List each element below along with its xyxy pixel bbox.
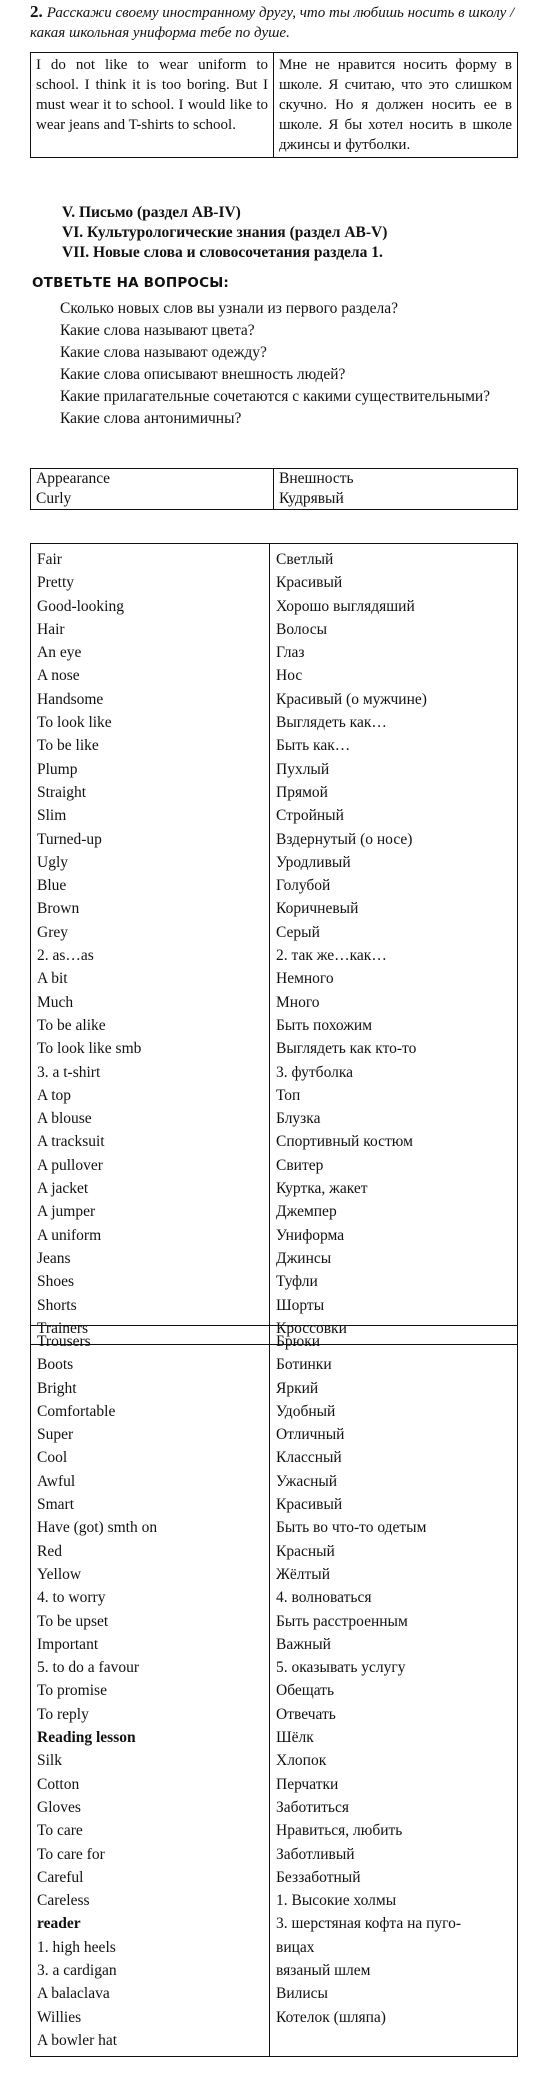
vocab-russian: Волосы (270, 618, 518, 641)
vocab-row (31, 1470, 518, 1493)
vocab-russian: Ботинки (270, 1353, 518, 1376)
vocab-russian: Туфли (270, 1270, 518, 1293)
vocab-russian: Красивый (270, 1493, 518, 1516)
vocab-row (31, 1107, 518, 1130)
section-heading: V. Письмо (раздел AB-IV) (62, 204, 241, 221)
vocab-row (31, 1819, 518, 1842)
vocab-russian: Быть похожим (270, 1014, 518, 1037)
task-text: Расскажи своему иностранному другу, что ты любишь носить в школу / какая школьная униформа тебе по душе. (30, 5, 515, 41)
vocab-row (31, 544, 518, 572)
vocab-english: Trainers (31, 1317, 270, 1345)
vocab-row (31, 967, 518, 990)
vocab-row (31, 1084, 518, 1107)
vocab-russian: Кроссовки (270, 1317, 518, 1345)
vocab-english: 3. a t-shirt (31, 1061, 270, 1084)
vocab-english: Reading lesson (31, 1726, 270, 1749)
vocab-english: A blouse (31, 1107, 270, 1130)
vocab-russian: Голубой (270, 874, 518, 897)
vocab-english: To reply (31, 1703, 270, 1726)
vocab-english: To care (31, 1819, 270, 1842)
vocab-english: A jacket (31, 1177, 270, 1200)
vocab-row (31, 1749, 518, 1772)
vocab-english: reader (31, 1912, 270, 1935)
vocab-row (31, 1866, 518, 1889)
vocab-english: An eye (31, 641, 270, 664)
appearance-table (30, 468, 518, 510)
vocab-row (31, 1130, 518, 1153)
vocab-english: Cool (31, 1446, 270, 1469)
vocab-english: To be alike (31, 1014, 270, 1037)
vocab-english: A uniform (31, 1224, 270, 1247)
vocab-russian: Нравиться, любить (270, 1819, 518, 1842)
vocab-english: Bright (31, 1377, 270, 1400)
vocab-english: Jeans (31, 1247, 270, 1270)
vocab-english: A bowler hat (31, 2029, 270, 2057)
vocab-russian: Униформа (270, 1224, 518, 1247)
vocab-row (31, 1703, 518, 1726)
vocab-row (31, 991, 518, 1014)
vocab-russian: Серый (270, 921, 518, 944)
vocab-english: Careful (31, 1866, 270, 1889)
vocab-russian: Ужасный (270, 1470, 518, 1493)
question: Какие слова антонимичны? (60, 410, 242, 427)
questions-heading: ОТВЕТЬТЕ НА ВОПРОСЫ: (32, 275, 230, 291)
vocab-russian (270, 2029, 518, 2057)
vocab-row (31, 1326, 518, 1354)
vocab-english: 2. as…as (31, 944, 270, 967)
vocab-russian: Важный (270, 1633, 518, 1656)
vocab-russian: Глаз (270, 641, 518, 664)
vocab-russian: Удобный (270, 1400, 518, 1423)
vocab-russian: Кудрявый (274, 489, 518, 510)
vocab-russian: Хлопок (270, 1749, 518, 1772)
vocab-english: Comfortable (31, 1400, 270, 1423)
vocab-russian: Джинсы (270, 1247, 518, 1270)
vocab-russian: Быть во что-то одетым (270, 1516, 518, 1539)
story-russian: Мне не нравится носить форму в школе. Я считаю, что это слишком скучно. Но я должен носить ее в школе. Я бы хотел носить в школе джинсы и футболки. (274, 53, 518, 158)
vocab-english: Brown (31, 897, 270, 920)
vocab-english: To promise (31, 1679, 270, 1702)
vocab-russian: Заботливый (270, 1843, 518, 1866)
vocab-row (31, 618, 518, 641)
vocab-row (31, 1247, 518, 1270)
vocab-row (31, 1177, 518, 1200)
vocab-russian: Вилисы (270, 1982, 518, 2005)
vocab-row (31, 734, 518, 757)
vocab-russian: 1. Высокие холмы (270, 1889, 518, 1912)
vocab-russian: Стройный (270, 804, 518, 827)
question: Какие слова называют одежду? (60, 344, 267, 361)
vocab-english: Boots (31, 1353, 270, 1376)
vocab-row (31, 758, 518, 781)
vocab-russian: Немного (270, 967, 518, 990)
vocab-russian: Уродливый (270, 851, 518, 874)
vocab-row (31, 1493, 518, 1516)
task-instruction (30, 2, 520, 43)
section-heading: VI. Культурологические знания (раздел AB-V) (62, 224, 388, 241)
vocab-english: Ugly (31, 851, 270, 874)
vocab-row (31, 641, 518, 664)
vocabulary-table-1 (30, 543, 518, 1345)
vocab-russian: Вздернутый (о носе) (270, 828, 518, 851)
vocab-english: To care for (31, 1843, 270, 1866)
vocab-english: To be upset (31, 1610, 270, 1633)
vocab-row (31, 571, 518, 594)
vocab-row (31, 1353, 518, 1376)
vocab-row (31, 897, 518, 920)
section-heading: VII. Новые слова и словосочетания раздела 1. (62, 244, 383, 261)
vocab-english: Cotton (31, 1773, 270, 1796)
vocab-english: A bit (31, 967, 270, 990)
vocab-english: Important (31, 1633, 270, 1656)
vocab-russian: Нос (270, 664, 518, 687)
vocab-russian: Выглядеть как… (270, 711, 518, 734)
vocab-russian: Шёлк (270, 1726, 518, 1749)
vocab-russian: Внешность (274, 469, 518, 490)
vocab-row (31, 1400, 518, 1423)
vocab-russian: Блузка (270, 1107, 518, 1130)
vocab-english: Shoes (31, 1270, 270, 1293)
vocab-english: A nose (31, 664, 270, 687)
vocab-row (31, 1014, 518, 1037)
vocab-russian: Шорты (270, 1294, 518, 1317)
vocab-russian: Спортивный костюм (270, 1130, 518, 1153)
vocab-russian: Быть как… (270, 734, 518, 757)
vocab-row (31, 1516, 518, 1539)
vocab-row (31, 1154, 518, 1177)
vocab-russian: 3. футболка (270, 1061, 518, 1084)
vocab-row (31, 944, 518, 967)
vocab-russian: Выглядеть как кто-то (270, 1037, 518, 1060)
vocab-row (31, 1586, 518, 1609)
vocab-row (31, 595, 518, 618)
vocab-russian: Перчатки (270, 1773, 518, 1796)
vocab-row (31, 1224, 518, 1247)
vocab-russian: Обещать (270, 1679, 518, 1702)
vocab-english: A pullover (31, 1154, 270, 1177)
vocab-english: Grey (31, 921, 270, 944)
vocab-russian: 4. волноваться (270, 1586, 518, 1609)
vocab-english: Awful (31, 1470, 270, 1493)
question: Какие слова описывают внешность людей? (60, 366, 346, 383)
vocab-english: Shorts (31, 1294, 270, 1317)
vocab-english: Slim (31, 804, 270, 827)
vocab-row (31, 2029, 518, 2057)
vocab-row (31, 1294, 518, 1317)
vocab-russian: 5. оказывать услугу (270, 1656, 518, 1679)
vocab-row (31, 1936, 518, 1959)
vocab-english: Much (31, 991, 270, 1014)
vocab-russian: Свитер (270, 1154, 518, 1177)
vocab-english: A top (31, 1084, 270, 1107)
vocab-russian: Хорошо выглядяший (270, 595, 518, 618)
vocab-row (31, 1679, 518, 1702)
vocab-russian: 3. шерстяная кофта на пуго- (270, 1912, 518, 1935)
vocab-english: Yellow (31, 1563, 270, 1586)
vocab-russian: Беззаботный (270, 1866, 518, 1889)
section-list (62, 203, 387, 263)
vocab-russian: Яркий (270, 1377, 518, 1400)
vocab-row (31, 1633, 518, 1656)
vocab-row (31, 688, 518, 711)
vocab-english: 3. a cardigan (31, 1959, 270, 1982)
vocab-english: Good-looking (31, 595, 270, 618)
vocab-row (31, 1912, 518, 1935)
vocab-english: Curly (31, 489, 274, 510)
vocab-russian: Котелок (шляпа) (270, 2006, 518, 2029)
vocab-english: Plump (31, 758, 270, 781)
vocab-row (31, 664, 518, 687)
vocab-russian: Светлый (270, 544, 518, 572)
story-english: I do not like to wear uniform to school. I think it is too boring. But I must wear it to school. I would like to wear jeans and T-shirts to school. (31, 53, 274, 158)
vocab-english: Straight (31, 781, 270, 804)
vocab-row (31, 1377, 518, 1400)
vocab-russian: Пухлый (270, 758, 518, 781)
vocab-row (31, 851, 518, 874)
vocab-english: A tracksuit (31, 1130, 270, 1153)
vocab-russian: Отличный (270, 1423, 518, 1446)
vocab-row (31, 781, 518, 804)
vocab-english: To be like (31, 734, 270, 757)
vocab-row (31, 2006, 518, 2029)
vocab-russian: Красивый (о мужчине) (270, 688, 518, 711)
vocab-english: To look like (31, 711, 270, 734)
vocab-english: Turned-up (31, 828, 270, 851)
vocab-english: Willies (31, 2006, 270, 2029)
vocab-english: 4. to worry (31, 1586, 270, 1609)
task-number: 2. (30, 2, 43, 21)
vocab-row (31, 1982, 518, 2005)
vocab-russian: Брюки (270, 1326, 518, 1354)
vocab-english: Appearance (31, 469, 274, 490)
vocab-russian: Красный (270, 1540, 518, 1563)
vocab-english: 5. to do a favour (31, 1656, 270, 1679)
vocab-english: Blue (31, 874, 270, 897)
vocab-row (31, 1889, 518, 1912)
vocab-row (31, 1563, 518, 1586)
vocab-english: Careless (31, 1889, 270, 1912)
vocabulary-table-2 (30, 1325, 518, 2057)
vocab-english: Gloves (31, 1796, 270, 1819)
vocab-russian: Куртка, жакет (270, 1177, 518, 1200)
vocab-row (31, 1610, 518, 1633)
vocab-english: Have (got) smth on (31, 1516, 270, 1539)
vocab-russian: Много (270, 991, 518, 1014)
vocab-english: Hair (31, 618, 270, 641)
vocab-row (31, 1843, 518, 1866)
vocab-row (31, 1270, 518, 1293)
question: Какие прилагательные сочетаются с какими существительными? (60, 388, 491, 405)
vocab-english: Handsome (31, 688, 270, 711)
vocab-russian: Быть расстроенным (270, 1610, 518, 1633)
vocab-english: Red (31, 1540, 270, 1563)
vocab-russian: Прямой (270, 781, 518, 804)
vocab-row (31, 828, 518, 851)
vocab-row (31, 874, 518, 897)
vocab-row (31, 1726, 518, 1749)
vocab-row (31, 1773, 518, 1796)
vocab-row (31, 1446, 518, 1469)
vocab-english: Super (31, 1423, 270, 1446)
vocab-russian: Коричневый (270, 897, 518, 920)
vocab-russian: Отвечать (270, 1703, 518, 1726)
vocab-russian: вязаный шлем (270, 1959, 518, 1982)
vocab-row (31, 1423, 518, 1446)
vocab-row (31, 921, 518, 944)
vocab-row (31, 1656, 518, 1679)
vocab-russian: Красивый (270, 571, 518, 594)
vocab-english: Smart (31, 1493, 270, 1516)
vocab-russian: Топ (270, 1084, 518, 1107)
vocab-row (31, 1796, 518, 1819)
vocab-row (31, 1200, 518, 1223)
vocab-russian: 2. так же…как… (270, 944, 518, 967)
question-list (60, 298, 520, 430)
vocab-english: Pretty (31, 571, 270, 594)
vocab-russian: Классный (270, 1446, 518, 1469)
vocab-english: A jumper (31, 1200, 270, 1223)
vocab-english: Trousers (31, 1326, 270, 1354)
vocab-row (31, 1540, 518, 1563)
vocab-row (31, 1061, 518, 1084)
question: Сколько новых слов вы узнали из первого раздела? (60, 300, 398, 317)
vocab-row (31, 711, 518, 734)
vocab-english: A balaclava (31, 1982, 270, 2005)
vocab-row (31, 804, 518, 827)
question: Какие слова называют цвета? (60, 322, 255, 339)
story-table (30, 52, 518, 158)
vocab-russian: Заботиться (270, 1796, 518, 1819)
vocab-russian: вицах (270, 1936, 518, 1959)
vocab-english: Silk (31, 1749, 270, 1772)
vocab-row (31, 1037, 518, 1060)
vocab-english: To look like smb (31, 1037, 270, 1060)
vocab-row (31, 1959, 518, 1982)
vocab-russian: Джемпер (270, 1200, 518, 1223)
vocab-english: 1. high heels (31, 1936, 270, 1959)
vocab-russian: Жёлтый (270, 1563, 518, 1586)
vocab-english: Fair (31, 544, 270, 572)
